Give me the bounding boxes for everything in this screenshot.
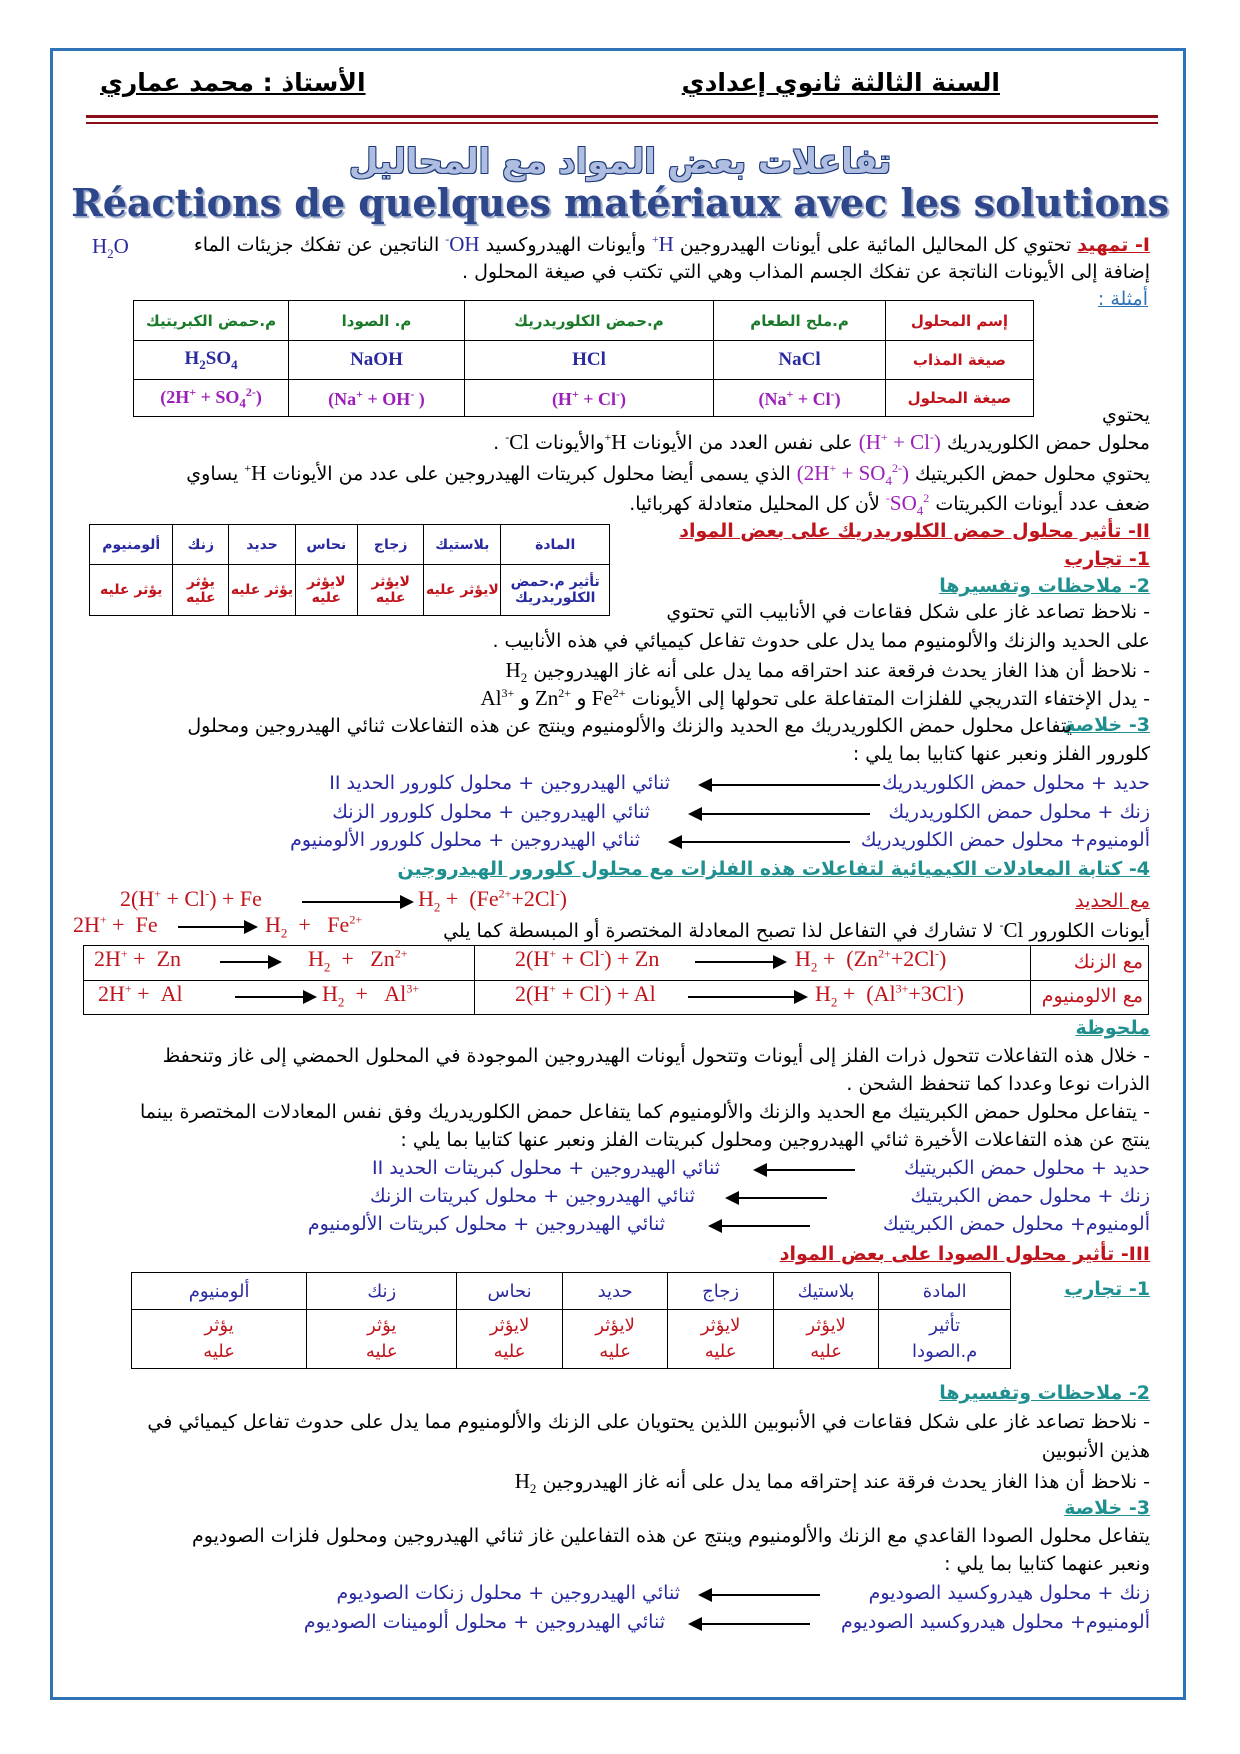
h-ion: H+ (651, 232, 674, 256)
metal-ions: $Al^{3+}$ و $Zn^{2+}$ و $Fe^{2+}$ (480, 686, 626, 710)
t2-copper: لايؤثر عليه (295, 565, 357, 616)
obs-1: - نلاحظ تصاعد غاز على شكل فقاعات في الأنابيب التي تحتوي (666, 601, 1150, 623)
cl-ion: Cl- (505, 430, 530, 454)
arrow-icon (695, 961, 785, 963)
s3-obs-2: هذين الأنبوبين (1041, 1440, 1150, 1462)
h2so4-ions: $(2H^+ + SO_4^{2-})$ (796, 461, 909, 489)
intro-text-b: وأيونات الهيدروكسيد (485, 234, 646, 256)
hcl-text-c: والأيونات (535, 432, 605, 454)
row-label-name: إسم المحلول (885, 301, 1033, 341)
arrow-icon (755, 1169, 855, 1171)
t2-h-zinc: زنك (173, 525, 229, 565)
t3-h-material: المادة (879, 1273, 1011, 1310)
intro-heading: I- تمهيد (1077, 234, 1150, 256)
hcl-sentence: محلول حمض الكلوريدريك (H+ + Cl-) على نفس العدد من الأيونات H+والأيونات Cl- . (493, 430, 1150, 454)
hcl-text-a: محلول حمض الكلوريدريك (946, 432, 1150, 454)
zinc-eq-full-products: $H_2 + (Zn^{2+}+2Cl^-)$ (795, 946, 947, 975)
section-2-experiments: 1- تجارب (1064, 548, 1150, 570)
sulf-eq-2-right: ثنائي الهيدروجين + محلول كبريتات الزنك (369, 1185, 695, 1207)
arrow-icon (688, 996, 806, 998)
t2-aluminium: يؤثر عليه (90, 565, 173, 616)
s3-conclusion-2: ونعبر عنهما كتابيا بما يلي : (944, 1553, 1150, 1575)
al-eq-reduced-products: $H_2 + Al^{3+}$ (322, 981, 420, 1010)
note-line-4: ينتج عن هذه التفاعلات الأخيرة ثنائي الهيدروجين ومحلول كبريتات الفلز ونعبر عنها كتابيا بما يلي : (400, 1129, 1150, 1151)
intro-line1 (194, 232, 1150, 257)
conclusion-label: 3- خلاصة (1064, 714, 1150, 736)
t3-h-zinc: زنك (307, 1273, 457, 1310)
t3-zinc-1: يؤثر (367, 1315, 397, 1336)
h2so4-sentence (186, 461, 1150, 489)
chloride-note (443, 918, 1150, 943)
t3-aluminium-2: عليه (203, 1341, 235, 1362)
note-line-2: الذرات نوعا وعددا كما تنحفظ الشحن . (846, 1073, 1150, 1095)
cl-ion-2: Cl- (999, 918, 1024, 942)
zinc-eq-reduced-reactants: 2H+ + Zn (94, 946, 182, 971)
t3-zinc (307, 1310, 457, 1369)
h2so4-text-c: يساوي (186, 463, 239, 485)
sulf-eq-3-left: ألومنيوم+ محلول حمض الكبريتيك (882, 1213, 1150, 1235)
t3-row-label-2: م.الصودا (912, 1341, 978, 1362)
sulf-eq-2-left: زنك + محلول حمض الكبريتيك (910, 1185, 1150, 1207)
t2-h-iron: حديد (229, 525, 295, 565)
soda-eq-2-left: ألومنيوم+ محلول هيدروكسيد الصوديوم (841, 1611, 1150, 1633)
s3-obs-3 (515, 1469, 1150, 1497)
t2-zinc: يؤثر عليه (173, 565, 229, 616)
word-eq-3-left: ألومنيوم+ محلول حمض الكلوريدريك (860, 829, 1150, 851)
obs-2: على الحديد والزنك والألومنيوم مما يدل على حدوث تفاعل كيميائي في هذه الأنابيب . (492, 630, 1150, 652)
t3-glass-2: عليه (704, 1341, 737, 1362)
t2-row-label: تأثير م.حمض الكلوريدريك (501, 565, 610, 616)
arrow-icon (670, 841, 850, 843)
section-2-heading: II- تأثير محلول حمض الكلوريدريك على بعض المواد (679, 520, 1150, 542)
row-label-solute: صيغة المذاب (885, 341, 1033, 380)
arrow-icon (690, 813, 870, 815)
iron-equation-full: 2(H+ + Cl-) + Fe (120, 886, 262, 911)
row-label-solution: صيغة المحلول (885, 380, 1033, 417)
t2-glass: لايؤثر عليه (357, 565, 423, 616)
word-eq-3-right: ثنائي الهيدروجين + محلول كلورور الألومنيوم (290, 829, 640, 851)
soda-eq-1-left: زنك + محلول هيدروكسيد الصوديوم (868, 1582, 1150, 1604)
t3-copper (457, 1310, 563, 1369)
al-eq-full-reactants: 2(H+ + Cl-) + Al (515, 981, 656, 1006)
note-line-1: - خلال هذه التفاعلات تتحول ذرات الفلز إلى أيونات وتتحول أيونات الهيدروجين الموجودة في المحلول الحمضي إلى غاز وتنحفظ (162, 1045, 1150, 1067)
t3-zinc-2: عليه (365, 1341, 398, 1362)
t2-iron: يؤثر عليه (229, 565, 295, 616)
section-3-experiments: 1- تجارب (1064, 1278, 1150, 1300)
soda-eq-1-right: ثنائي الهيدروجين + محلول زنكات الصوديوم (336, 1582, 680, 1604)
t3-row-label-1: تأثير (929, 1315, 961, 1336)
intro-line2: إضافة إلى الأيونات الناتجة عن تفكك الجسم المذاب وهي التي تكتب في صيغة المحلول . (461, 261, 1150, 283)
chloride-note-b: لا تشارك في التفاعل لذا تصبح المعادلة المختصرة أو المبسطة كما يلي (443, 920, 994, 942)
t3-iron (562, 1310, 668, 1369)
h2so4-text-b: الذي يسمى أيضا محلول كبريتات الهيدروجين على عدد من الأيونات (272, 463, 791, 485)
section-2-conclusion (1064, 714, 1150, 736)
sulfate-ion: $SO_4^{2-}$ (885, 491, 930, 519)
hcl-effect-table (89, 524, 610, 616)
note-line-3: - يتفاعل محلول حمض الكبريتيك مع الحديد والزنك والألومنيوم كما يتفاعل حمض الكلوريدريك وفق نفس المعادلات المختصرة بينما (139, 1101, 1150, 1123)
name-hcl: م.حمض الكلوريدريك (464, 301, 713, 341)
with-zinc-label: مع الزنك (1073, 951, 1143, 973)
sulf-eq-1-right: ثنائي الهيدروجين + محلول كبريتات الحديد II (371, 1157, 720, 1179)
obs-3-text: - نلاحظ أن هذا الغاز يحدث فرقعة عند احتراقه مما يدل على أنه غاز الهيدروجين (533, 660, 1150, 682)
s3-obs-1: - نلاحظ تصاعد غاز على شكل فقاعات في الأنبوبين اللذين يحتويان على الزنك والألومنيوم مما يدل على حدوث تفاعل كيميائي في (147, 1411, 1150, 1433)
t3-aluminium-1: يؤثر (204, 1315, 234, 1336)
t3-plastic (773, 1310, 879, 1369)
sulfate-text-a: ضعف عدد أيونات الكبريتات (935, 493, 1150, 515)
solute-h2so4: $H_2SO_4$ (134, 341, 289, 380)
t3-h-glass: زجاج (668, 1273, 774, 1310)
formula-h2so4: $(2H^+ + SO_4^{2-})$ (134, 380, 289, 417)
name-h2so4: م.حمض الكبريتيك (134, 301, 289, 341)
contains-word: يحتوي (1102, 404, 1150, 426)
sulfate-sentence (629, 491, 1150, 519)
h2-formula-2: $H_2$ (514, 1469, 537, 1497)
arrow-icon (700, 784, 880, 786)
t3-h-iron: حديد (562, 1273, 668, 1310)
word-eq-2-right: ثنائي الهيدروجين + محلول كلورور الزنك (332, 801, 650, 823)
title-french: Réactions de quelques matériaux avec les solutions (71, 180, 1169, 225)
section-3-observations: 2- ملاحظات وتفسيرها (939, 1382, 1150, 1404)
t2-h-plastic: بلاستيك (424, 525, 501, 565)
header-rule-thin (86, 122, 1158, 124)
iron-equation-reduced-reactants: 2H+ + Fe (73, 912, 158, 937)
solute-hcl: HCl (464, 341, 713, 380)
obs-3 (506, 658, 1150, 686)
word-eq-1-left: حديد + محلول حمض الكلوريدريك (882, 772, 1150, 794)
t3-copper-2: عليه (493, 1341, 526, 1362)
h2so4-text-a: يحتوي محلول حمض الكبريتيك (915, 463, 1150, 485)
t3-glass-1: لايؤثر (700, 1315, 741, 1336)
soda-effect-table (131, 1272, 1011, 1369)
title-arabic: تفاعلات بعض المواد مع المحاليل (348, 142, 892, 182)
t2-plastic: لايؤثر عليه (424, 565, 501, 616)
iron-equation-products: $H_2 + (Fe^{2+}+2Cl^-)$ (418, 886, 567, 915)
al-eq-full-products: $H_2 + (Al^{3+}+3Cl^-)$ (815, 981, 964, 1010)
section-2-equations: 4- كتابة المعادلات الكيميائية لتفاعلات هذه الفلزات مع محلول كلورور الهيدروجين (397, 858, 1150, 880)
h-ion-2: H+ (604, 430, 627, 454)
level-heading: السنة الثالثة ثانوي إعدادي (681, 68, 1000, 97)
with-al-label: مع الالومنيوم (1041, 985, 1143, 1007)
t3-iron-2: عليه (599, 1341, 631, 1362)
t3-copper-1: لايؤثر (489, 1315, 530, 1336)
iron-equation-reduced-products: $H_2 + Fe^{2+}$ (265, 912, 363, 941)
solute-naoh: NaOH (289, 341, 465, 380)
formula-nacl: (Na+ + Cl-) (714, 380, 886, 417)
header-rule (86, 115, 1158, 118)
section-2-observations: 2- ملاحظات وتفسيرها (939, 575, 1150, 597)
soda-eq-2-right: ثنائي الهيدروجين + محلول ألومينات الصوديوم (303, 1611, 665, 1633)
zinc-eq-full-reactants: 2(H+ + Cl-) + Zn (515, 946, 660, 971)
zinc-eq-reduced-products: $H_2 + Zn^{2+}$ (308, 946, 408, 975)
t2-h-copper: نحاس (295, 525, 357, 565)
t3-plastic-1: لايؤثر (806, 1315, 846, 1336)
eq-table-col-divider-1 (474, 946, 475, 1014)
arrow-icon (220, 961, 280, 963)
arrow-icon (302, 901, 412, 903)
intro-text-c: الناتجين عن تفكك جزيئات الماء (193, 234, 440, 256)
obs-4-text: - يدل الإختفاء التدريجي للفلزات المتفاعلة على تحولها إلى الأيونات (631, 688, 1150, 710)
hcl-text-b: على نفس العدد من الأيونات (632, 432, 853, 454)
al-eq-reduced-reactants: 2H+ + Al (98, 981, 183, 1006)
t3-iron-1: لايؤثر (595, 1315, 635, 1336)
intro-text-a: تحتوي كل المحاليل المائية على أيونات الهيدروجين (679, 234, 1072, 256)
arrow-icon (178, 926, 256, 928)
examples-label: أمثلة : (1097, 288, 1148, 310)
arrow-icon (235, 996, 315, 998)
eq-table-col-divider-2 (1030, 946, 1031, 1014)
conclusion-2: كلورور الفلز ونعبر عنها كتابيا بما يلي : (852, 743, 1150, 765)
t3-h-plastic: بلاستيك (773, 1273, 879, 1310)
hcl-ions: (H+ + Cl-) (858, 430, 941, 454)
t3-h-copper: نحاس (457, 1273, 563, 1310)
t3-aluminium (132, 1310, 307, 1369)
formula-hcl: (H+ + Cl-) (464, 380, 713, 417)
teacher-name: الأستاذ : محمد عماري (100, 68, 366, 97)
t2-h-glass: زجاج (357, 525, 423, 565)
conclusion-1: يتفاعل محلول حمض الكلوريدريك مع الحديد والزنك والألومنيوم وينتج عن هذه التفاعلات ثنائي الهيدروجين ومحلول (187, 715, 1072, 737)
t2-h-aluminium: ألومنيوم (90, 525, 173, 565)
arrow-icon (700, 1594, 820, 1596)
t2-h-material: المادة (501, 525, 610, 565)
h-ion-3: H+ (244, 461, 267, 485)
s3-conclusion-1: يتفاعل محلول الصودا القاعدي مع الزنك والألومنيوم وينتج عن هذه التفاعلين غاز ثنائي الهيدروجين ومحلول فلزات الصوديوم (191, 1525, 1150, 1547)
t3-row-label (879, 1310, 1011, 1369)
oh-ion: OH- (445, 232, 480, 256)
arrow-icon (690, 1623, 810, 1625)
word-eq-1-right: ثنائي الهيدروجين + محلول كلورور الحديد II (329, 772, 670, 794)
obs-4 (481, 686, 1150, 711)
section-3-conclusion: 3- خلاصة (1064, 1497, 1150, 1519)
h2-formula: $H_2$ (505, 658, 528, 686)
arrow-icon (727, 1197, 827, 1199)
name-nacl: م.ملح الطعام (714, 301, 886, 341)
solute-nacl: NaCl (714, 341, 886, 380)
sulf-eq-1-left: حديد + محلول حمض الكبريتيك (904, 1157, 1150, 1179)
t3-glass (668, 1310, 774, 1369)
s3-obs-3-text: - نلاحظ أن هذا الغاز يحدث فرقة عند إحتراقه مما يدل على أنه غاز الهيدروجين (542, 1471, 1150, 1493)
arrow-icon (710, 1225, 810, 1227)
t3-h-aluminium: ألومنيوم (132, 1273, 307, 1310)
sulf-eq-3-right: ثنائي الهيدروجين + محلول كبريتات الألومنيوم (307, 1213, 665, 1235)
with-iron-label: مع الحديد (1075, 890, 1150, 912)
water-formula: $H_2O$ (92, 234, 129, 262)
word-eq-2-left: زنك + محلول حمض الكلوريدريك (888, 801, 1150, 823)
section-3-heading: III- تأثير محلول الصودا على بعض المواد (779, 1243, 1150, 1265)
chloride-note-a: أيونات الكلورور (1029, 920, 1150, 942)
note-heading: ملحوظة (1075, 1017, 1150, 1039)
t3-plastic-2: عليه (810, 1341, 842, 1362)
formula-naoh: (Na+ + OH- ) (289, 380, 465, 417)
sulfate-text-b: لأن كل المحليل متعادلة كهربائيا. (629, 493, 880, 515)
name-naoh: م. الصودا (289, 301, 465, 341)
solutions-table (133, 300, 1034, 417)
